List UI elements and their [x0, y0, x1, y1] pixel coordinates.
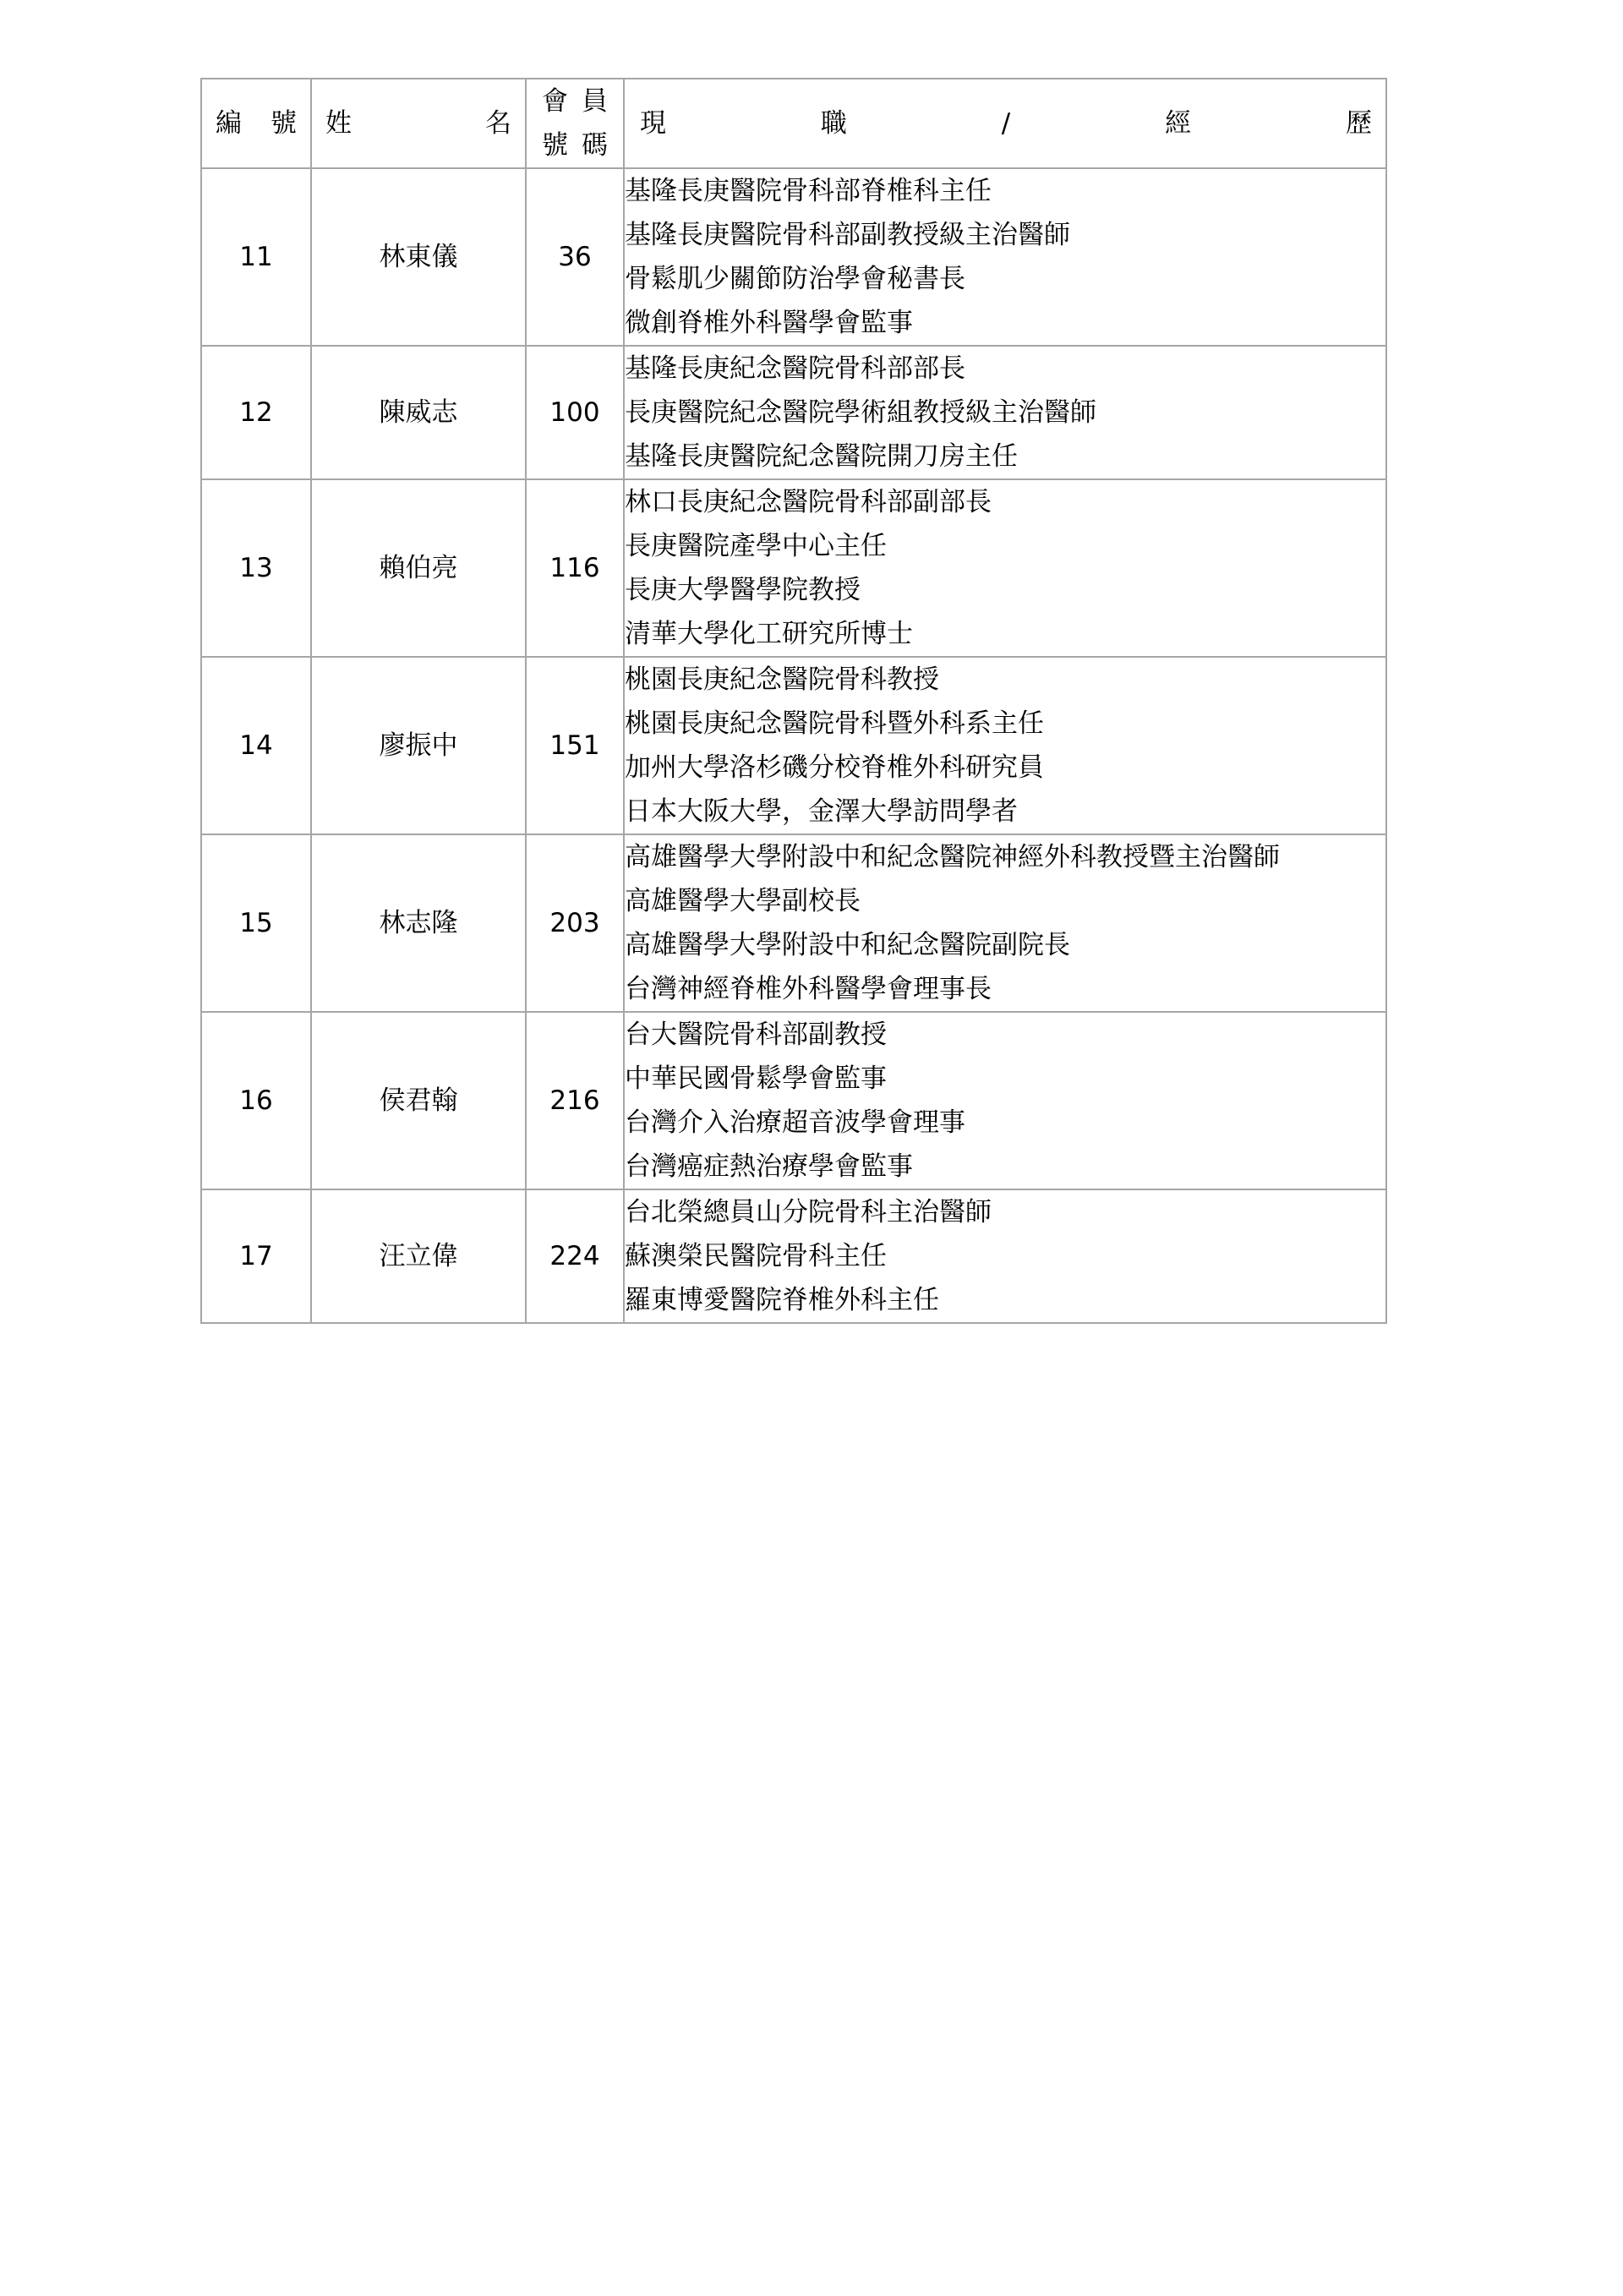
- table-row: [201, 346, 1386, 479]
- row-name: 侯君翰: [311, 1012, 526, 1189]
- row-member-number: 116: [526, 479, 624, 657]
- table-row: [201, 1189, 1386, 1323]
- table-row: [201, 834, 1386, 1012]
- history-line: 基隆長庚醫院骨科部副教授級主治醫師: [625, 220, 1070, 250]
- row-history: [624, 657, 1386, 834]
- row-member-number: 151: [526, 657, 624, 834]
- header-name-char: 姓: [325, 108, 352, 139]
- history-line: 基隆長庚紀念醫院骨科部部長: [625, 353, 965, 384]
- history-line: 基隆長庚醫院骨科部脊椎科主任: [625, 176, 992, 206]
- table-row: [201, 168, 1386, 346]
- history-line: 長庚醫院紀念醫院學術組教授級主治醫師: [625, 397, 1096, 428]
- history-line: 羅東博愛醫院脊椎外科主任: [625, 1285, 939, 1315]
- row-history: [624, 479, 1386, 657]
- header-number: [201, 79, 311, 168]
- history-line: 台灣神經脊椎外科醫學會理事長: [625, 974, 992, 1004]
- history-line: 桃園長庚紀念醫院骨科教授: [625, 664, 939, 695]
- row-member-number: 100: [526, 346, 624, 479]
- row-history: [624, 1189, 1386, 1323]
- row-member-number: 203: [526, 834, 624, 1012]
- row-number: 15: [201, 834, 311, 1012]
- history-line: 長庚大學醫學院教授: [625, 575, 861, 605]
- row-member-number: 224: [526, 1189, 624, 1323]
- row-name: 廖振中: [311, 657, 526, 834]
- history-line: 長庚醫院產學中心主任: [625, 531, 887, 561]
- header-member-char: 員: [582, 86, 608, 117]
- header-member-char: 碼: [582, 130, 608, 161]
- row-number: 11: [201, 168, 311, 346]
- row-name: 林志隆: [311, 834, 526, 1012]
- history-line: 中華民國骨鬆學會監事: [625, 1063, 887, 1094]
- history-line: 高雄醫學大學附設中和紀念醫院神經外科教授暨主治醫師: [625, 842, 1280, 872]
- history-line: 蘇澳榮民醫院骨科主任: [625, 1241, 887, 1271]
- row-history: [624, 168, 1386, 346]
- header-history: [624, 79, 1386, 168]
- history-line: 高雄醫學大學附設中和紀念醫院副院長: [625, 930, 1070, 960]
- history-line: 微創脊椎外科醫學會監事: [625, 308, 913, 338]
- history-line: 清華大學化工研究所博士: [625, 619, 913, 649]
- row-member-number: 216: [526, 1012, 624, 1189]
- header-history-char: 現: [640, 108, 666, 139]
- header-history-char: /: [1001, 108, 1011, 139]
- row-history: [624, 346, 1386, 479]
- header-member-number: [526, 79, 624, 168]
- row-number: 16: [201, 1012, 311, 1189]
- table-row: [201, 479, 1386, 657]
- history-line: 日本大阪大學，金澤大學訪問學者: [625, 796, 1018, 827]
- row-number: 14: [201, 657, 311, 834]
- row-number: 12: [201, 346, 311, 479]
- header-history-char: 職: [820, 108, 847, 139]
- row-history: [624, 834, 1386, 1012]
- history-line: 台灣介入治療超音波學會理事: [625, 1107, 965, 1138]
- row-name: 汪立偉: [311, 1189, 526, 1323]
- header-name-char: 名: [485, 108, 511, 139]
- header-member-char: 號: [542, 130, 568, 161]
- row-member-number: 36: [526, 168, 624, 346]
- header-history-char: 歷: [1345, 108, 1372, 139]
- history-line: 台北榮總員山分院骨科主治醫師: [625, 1197, 992, 1227]
- history-line: 骨鬆肌少關節防治學會秘書長: [625, 264, 965, 294]
- row-name: 林東儀: [311, 168, 526, 346]
- table-row: [201, 657, 1386, 834]
- header-number-char: 編: [216, 108, 242, 139]
- row-name: 陳威志: [311, 346, 526, 479]
- history-line: 加州大學洛杉磯分校脊椎外科研究員: [625, 752, 1044, 783]
- history-line: 高雄醫學大學副校長: [625, 886, 861, 916]
- row-number: 17: [201, 1189, 311, 1323]
- row-number: 13: [201, 479, 311, 657]
- header-member-char: 會: [542, 86, 568, 117]
- row-name: 賴伯亮: [311, 479, 526, 657]
- header-number-char: 號: [270, 108, 297, 139]
- table-header-row: [201, 79, 1386, 168]
- history-line: 基隆長庚醫院紀念醫院開刀房主任: [625, 441, 1018, 472]
- member-roster-table: [200, 78, 1387, 1324]
- header-name: [311, 79, 526, 168]
- row-history: [624, 1012, 1386, 1189]
- table-row: [201, 1012, 1386, 1189]
- header-history-char: 經: [1165, 108, 1192, 139]
- history-line: 桃園長庚紀念醫院骨科暨外科系主任: [625, 708, 1044, 739]
- history-line: 台灣癌症熱治療學會監事: [625, 1151, 913, 1182]
- history-line: 台大醫院骨科部副教授: [625, 1020, 887, 1050]
- history-line: 林口長庚紀念醫院骨科部副部長: [625, 487, 992, 517]
